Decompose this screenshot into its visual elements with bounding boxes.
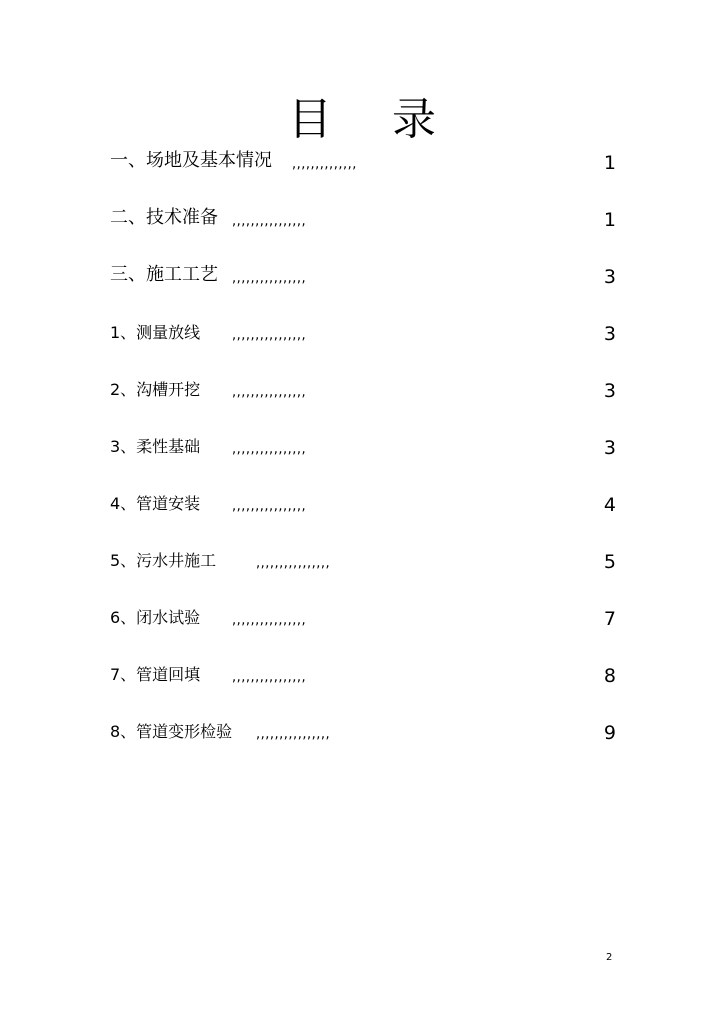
toc-entry-dots: ,,,,,,,,,,,,,,,, — [256, 556, 331, 571]
toc-entry-page: 9 — [603, 722, 616, 744]
title-char-2: 录 — [392, 94, 436, 145]
toc-entry-dots: ,,,,,,,,,,,,,,,, — [232, 271, 307, 286]
toc-entry-label: 3、柔性基础 — [110, 437, 201, 456]
toc-entry[interactable] — [110, 431, 616, 461]
toc-entry[interactable] — [110, 488, 616, 518]
toc-entry-page: 5 — [603, 551, 616, 573]
toc-entry-page: 7 — [603, 608, 616, 630]
toc-entry-page: 3 — [603, 437, 616, 459]
toc-entry-dots: ,,,,,,,,,,,,,,,, — [256, 727, 331, 742]
toc-entry[interactable] — [110, 374, 616, 404]
toc-entry-page: 3 — [603, 266, 616, 288]
toc-entry-dots: ,,,,,,,,,,,,,,,, — [232, 385, 307, 400]
toc-entry-dots: ,,,,,,,,,,,,,, — [292, 157, 357, 172]
toc-entry-label: 5、污水井施工 — [110, 551, 217, 570]
toc-entry-label: 二、技术准备 — [110, 207, 218, 228]
toc-entry[interactable] — [110, 659, 616, 689]
toc-entry[interactable] — [110, 317, 616, 347]
toc-entry[interactable] — [110, 203, 616, 233]
toc-entry-page: 1 — [603, 209, 616, 231]
toc-entry-page: 3 — [603, 380, 616, 402]
title-char-1: 目 — [288, 94, 332, 145]
toc-entry-dots: ,,,,,,,,,,,,,,,, — [232, 613, 307, 628]
toc-entry[interactable] — [110, 545, 616, 575]
toc-entry-page: 4 — [603, 494, 616, 516]
toc-entry-dots: ,,,,,,,,,,,,,,,, — [232, 499, 307, 514]
toc-entry-label: 4、管道安装 — [110, 494, 201, 513]
toc-entry-page: 1 — [603, 152, 616, 174]
toc-entry-dots: ,,,,,,,,,,,,,,,, — [232, 328, 307, 343]
toc-entry-label: 6、闭水试验 — [110, 608, 201, 627]
toc-entry-label: 三、施工工艺 — [110, 264, 218, 285]
toc-entry-label: 1、测量放线 — [110, 323, 201, 342]
toc-entry[interactable] — [110, 716, 616, 746]
toc-entry-label: 2、沟槽开挖 — [110, 380, 201, 399]
toc-entry-dots: ,,,,,,,,,,,,,,,, — [232, 670, 307, 685]
toc-entry[interactable] — [110, 602, 616, 632]
toc-entry-page: 8 — [603, 665, 616, 687]
toc-entry-dots: ,,,,,,,,,,,,,,,, — [232, 214, 307, 229]
page-title — [0, 92, 724, 148]
toc-entry-dots: ,,,,,,,,,,,,,,,, — [232, 442, 307, 457]
toc-entry-label: 一、场地及基本情况 — [110, 150, 272, 171]
toc-entry-label: 7、管道回填 — [110, 665, 201, 684]
toc-entry-page: 3 — [603, 323, 616, 345]
toc-entry[interactable] — [110, 260, 616, 290]
footer-page-number: 2 — [606, 952, 613, 963]
toc-entry-label: 8、管道变形检验 — [110, 722, 233, 741]
toc-entry[interactable] — [110, 146, 616, 176]
